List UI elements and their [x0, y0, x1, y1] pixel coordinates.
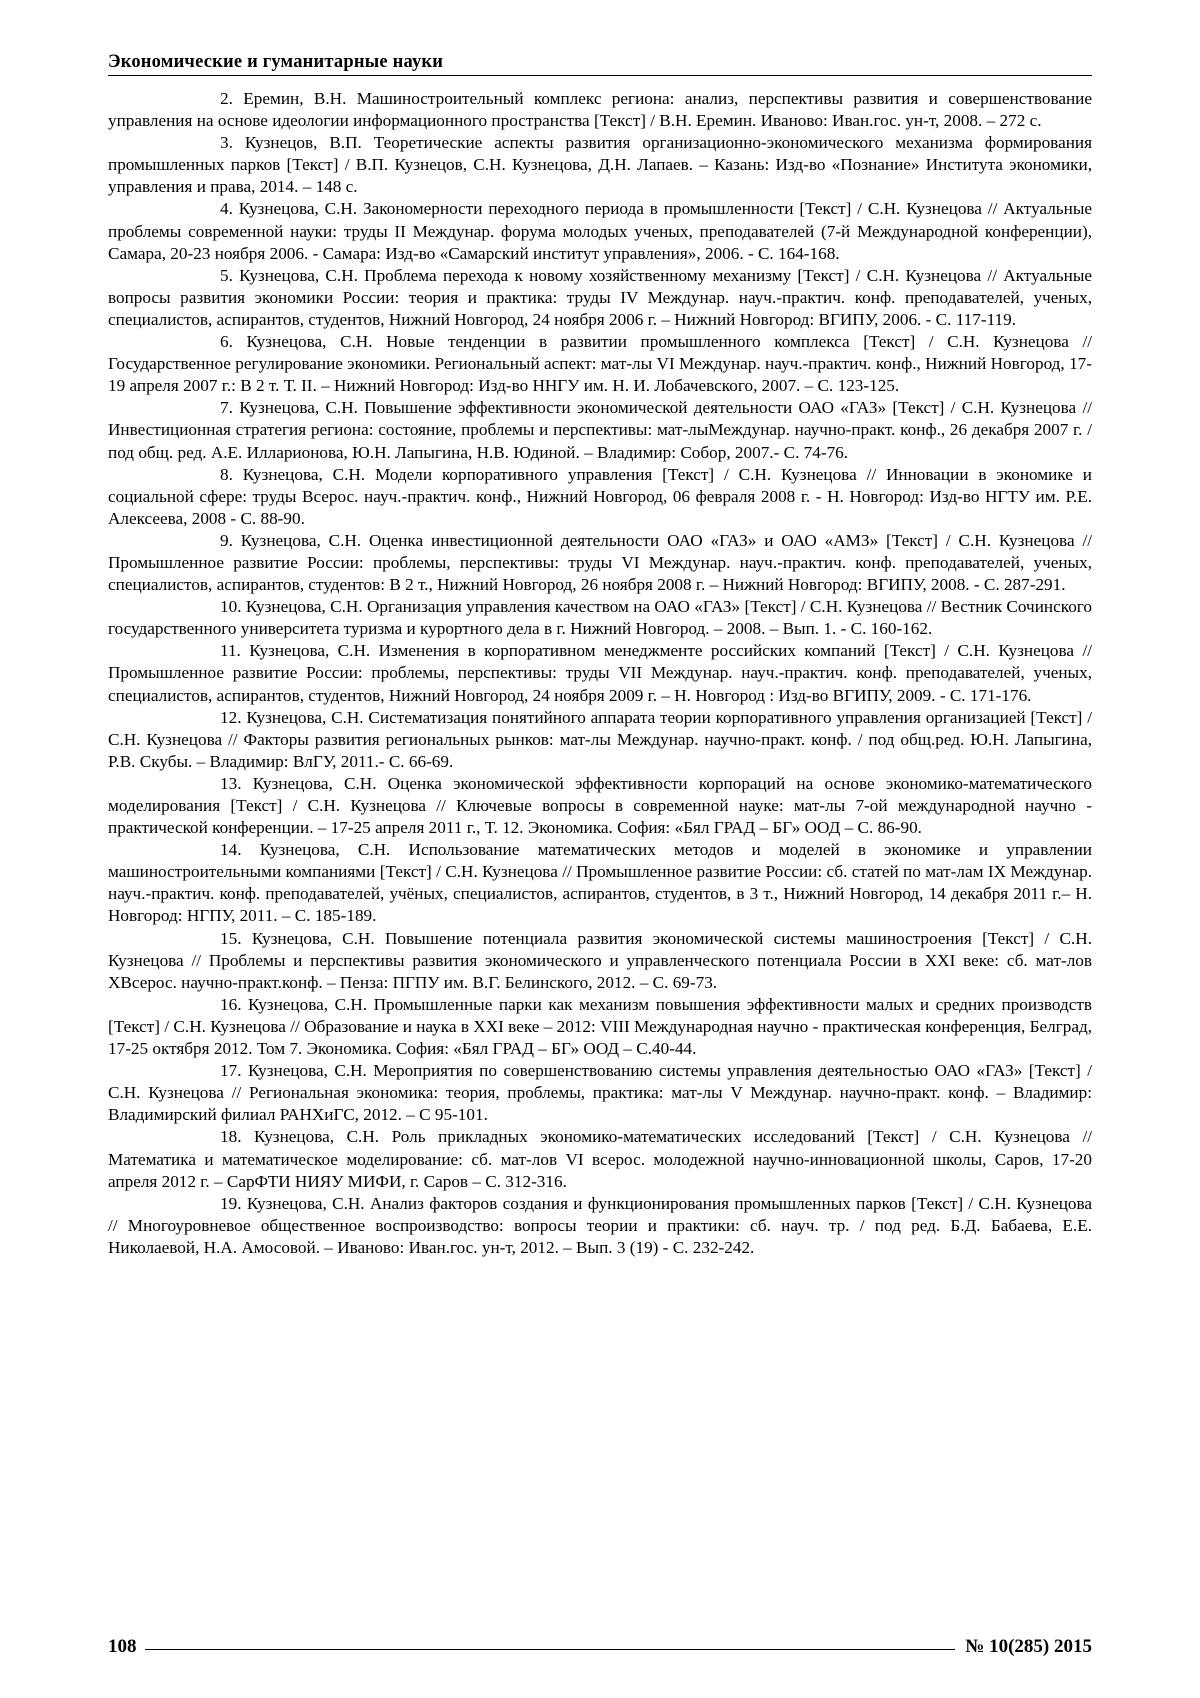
header-divider [108, 75, 1092, 76]
reference-item [108, 132, 1092, 198]
reference-number: 13. [220, 773, 242, 793]
reference-item [108, 464, 1092, 530]
reference-text: Еремин, В.Н. Машиностроительный комплекс региона: анализ, перспективы развития и совершенствование управления на основе идеологии информационного пространства [Текст] / В.Н. Еремин. Иваново: Иван.гос. ун-т, 2008. – 272 с. [108, 89, 1092, 131]
reference-item [108, 773, 1092, 839]
reference-text: Кузнецова, С.Н. Изменения в корпоративном менеджменте российских компаний [Текст] / С.Н. Кузнецова // Промышленное развитие России: проблемы, перспективы: труды VII Междунар. науч.-практич. конф. преподавателей, ученых, специалистов, аспирантов, студентов, Нижний Новгород, 24 ноября 2009 г. – Н. Новгород : Изд-во ВГИПУ, 2009. - С. 171-176. [108, 641, 1092, 705]
reference-text: Кузнецова, С.Н. Оценка экономической эффективности корпораций на основе экономико-математического моделирования [Текст] / С.Н. Кузнецова // Ключевые вопросы в современной науке: мат-лы 7-ой международной научно - практической конференции. – 17-25 апреля 2011 г., Т. 12. Экономика. София: «Бял ГРАД – БГ» ООД – С. 86-90. [108, 773, 1092, 838]
reference-number: 11. [220, 641, 241, 661]
reference-text: Кузнецова, С.Н. Оценка инвестиционной деятельности ОАО «ГАЗ» и ОАО «АМЗ» [Текст] / С.Н. Кузнецова // Промышленное развитие России: проблемы, перспективы: труды VI Междунар. науч.-практич. конф. преподавателей, ученых, специалистов, аспирантов, студентов: В 2 т., Нижний Новгород, 26 ноября 2008 г. – Нижний Новгород: ВГИПУ, 2008. - С. 287-291. [108, 530, 1092, 595]
reference-text: Кузнецова, С.Н. Анализ факторов создания и функционирования промышленных парков [Текст] / С.Н. Кузнецова // Многоуровневое общественное воспроизводство: вопросы теории и практики: сб. науч. тр. / под ред. Б.Д. Бабаева, Е.Е. Николаевой, Н.А. Амосовой. – Иваново: Иван.гос. ун-т, 2012. – Вып. 3 (19) - С. 232-242. [108, 1193, 1093, 1257]
reference-item [108, 265, 1092, 331]
page-footer [108, 1637, 1092, 1656]
reference-text: Кузнецова, С.Н. Организация управления качеством на ОАО «ГАЗ» [Текст] / С.Н. Кузнецова // Вестник Сочинского государственного университета туризма и курортного дела в г. Нижний Новгород. – 2008. – Вып. 1. - С. 160-162. [108, 597, 1092, 639]
reference-item [108, 1126, 1092, 1192]
reference-item [108, 640, 1092, 706]
reference-item [108, 1193, 1092, 1259]
reference-text: Кузнецова, С.Н. Повышение эффективности экономической деятельности ОАО «ГАЗ» [Текст] / С.Н. Кузнецова // Инвестиционная стратегия региона: состояние, проблемы и перспективы: мат-лыМеждунар. научно-практ. конф., 26 декабря 2007 г. / под общ. ред. А.Е. Илларионова, Ю.Н. Лапыгина, Н.В. Юдиной. – Владимир: Собор, 2007.- С. 74-76. [108, 398, 1092, 462]
reference-number: 4. [220, 199, 233, 219]
reference-number: 15. [220, 928, 242, 948]
reference-number: 6. [220, 332, 233, 352]
reference-number: 7. [220, 398, 233, 418]
reference-item [108, 707, 1092, 773]
reference-number: 14. [220, 840, 242, 860]
reference-text: Кузнецова, С.Н. Систематизация понятийного аппарата теории корпоративного управления организацией [Текст] / С.Н. Кузнецова // Факторы развития региональных рынков: мат-лы Междунар. научно-практ. конф. / под общ.ред. Ю.Н. Лапыгина, Р.В. Скубы. – Владимир: ВлГУ, 2011.- С. 66-69. [108, 707, 1092, 771]
reference-item [108, 331, 1092, 397]
reference-text: Кузнецова, С.Н. Закономерности переходного периода в промышленности [Текст] / С.Н. Кузнецова // Актуальные проблемы современной науки: труды II Междунар. форума молодых ученых, преподавателей (7-й Международной конференции), Самара, 20-23 ноября 2006. - Самара: Изд-во «Самарский институт управления», 2006. - С. 164-168. [108, 199, 1093, 263]
reference-number: 10. [220, 597, 242, 617]
reference-item [108, 530, 1092, 596]
reference-number: 5. [220, 265, 233, 285]
reference-item [108, 88, 1092, 132]
reference-text: Кузнецова, С.Н. Новые тенденции в развитии промышленного комплекса [Текст] / С.Н. Кузнецова // Государственное регулирование экономики. Региональный аспект: мат-лы VI Междунар. науч.-практич. конф., Нижний Новгород, 17-19 апреля 2007 г.: В 2 т. Т. II. – Нижний Новгород: Изд-во ННГУ им. Н. И. Лобачевского, 2007. – С. 123-125. [108, 332, 1092, 396]
reference-item [108, 397, 1092, 463]
reference-number: 17. [220, 1061, 242, 1081]
reference-number: 18. [220, 1127, 242, 1147]
reference-number: 12. [220, 707, 242, 727]
reference-item [108, 839, 1092, 927]
reference-text: Кузнецова, С.Н. Промышленные парки как механизм повышения эффективности малых и средних производств [Текст] / С.Н. Кузнецова // Образование и наука в XXI веке – 2012: VIII Международная научно - практическая конференция, Белград, 17-25 октября 2012. Том 7. Экономика. София: «Бял ГРАД – БГ» ООД – С.40-44. [108, 994, 1092, 1059]
references-list [108, 88, 1092, 1259]
reference-number: 2. [220, 89, 233, 108]
reference-text: Кузнецова, С.Н. Модели корпоративного управления [Текст] / С.Н. Кузнецова // Инновации в экономике и социальной сфере: труды Всерос. науч.-практич. конф., Нижний Новгород, 06 февраля 2008 г. - Н. Новгород: Изд-во НГТУ им. Р.Е. Алексеева, 2008 - С. 88-90. [108, 464, 1092, 528]
journal-title: Экономические и гуманитарные науки [108, 52, 444, 72]
reference-number: 3. [220, 133, 233, 153]
reference-number: 8. [220, 464, 233, 484]
reference-text: Кузнецова, С.Н. Проблема перехода к новому хозяйственному механизму [Текст] / С.Н. Кузнецова // Актуальные вопросы развития экономики России: теория и практика: труды IV Междунар. науч.-практич. конф. преподавателей, ученых, специалистов, аспирантов, студентов, Нижний Новгород, 24 ноября 2006 г. – Нижний Новгород: ВГИПУ, 2006. - С. 117-119. [108, 265, 1093, 329]
reference-number: 16. [220, 994, 242, 1014]
reference-text: Кузнецова, С.Н. Использование математических методов и моделей в экономике и управлении машиностроительными компаниями [Текст] / С.Н. Кузнецова // Промышленное развитие России: сб. статей по мат-лам IX Междунар. науч.-практич. конф. преподавателей, учёных, специалистов, аспирантов, студентов, в 3 т., Нижний Новгород, 14 декабря 2011 г.– Н. Новгород: НГПУ, 2011. – С. 185-189. [108, 840, 1092, 926]
issue-number: № 10(285) 2015 [965, 1636, 1092, 1657]
reference-number: 19. [220, 1193, 242, 1213]
footer-divider [145, 1649, 956, 1650]
reference-item [108, 198, 1092, 264]
reference-text: Кузнецова, С.Н. Повышение потенциала развития экономической системы машиностроения [Текст] / С.Н. Кузнецова // Проблемы и перспективы развития экономического и управленческого потенциала России в XXI веке: сб. мат-лов ХВсерос. научно-практ.конф. – Пенза: ПГПУ им. В.Г. Белинского, 2012. – С. 69-73. [108, 928, 1092, 992]
reference-number: 9. [220, 530, 233, 550]
reference-item [108, 596, 1092, 640]
reference-text: Кузнецов, В.П. Теоретические аспекты развития организационно-экономического механизма формирования промышленных парков [Текст] / В.П. Кузнецов, С.Н. Кузнецова, Д.Н. Лапаев. – Казань: Изд-во «Познание» Института экономики, управления и права, 2014. – 148 с. [108, 133, 1092, 197]
reference-item [108, 1060, 1092, 1126]
reference-item [108, 994, 1092, 1060]
reference-item [108, 928, 1092, 994]
page-number: 108 [108, 1636, 137, 1657]
reference-text: Кузнецова, С.Н. Мероприятия по совершенствованию системы управления деятельностью ОАО «ГАЗ» [Текст] / С.Н. Кузнецова // Региональная экономика: теория, проблемы, практика: мат-лы V Междунар. научно-практ. конф. – Владимир: Владимирский филиал РАНХиГС, 2012. – С 95-101. [108, 1061, 1092, 1125]
reference-text: Кузнецова, С.Н. Роль прикладных экономико-математических исследований [Текст] / С.Н. Кузнецова // Математика и математическое моделирование: сб. мат-лов VI всерос. молодежной научно-инновационной школы, Саров, 17-20 апреля 2012 г. – СарФТИ НИЯУ МИФИ, г. Саров – С. 312-316. [108, 1127, 1092, 1191]
page-header [108, 52, 1092, 76]
